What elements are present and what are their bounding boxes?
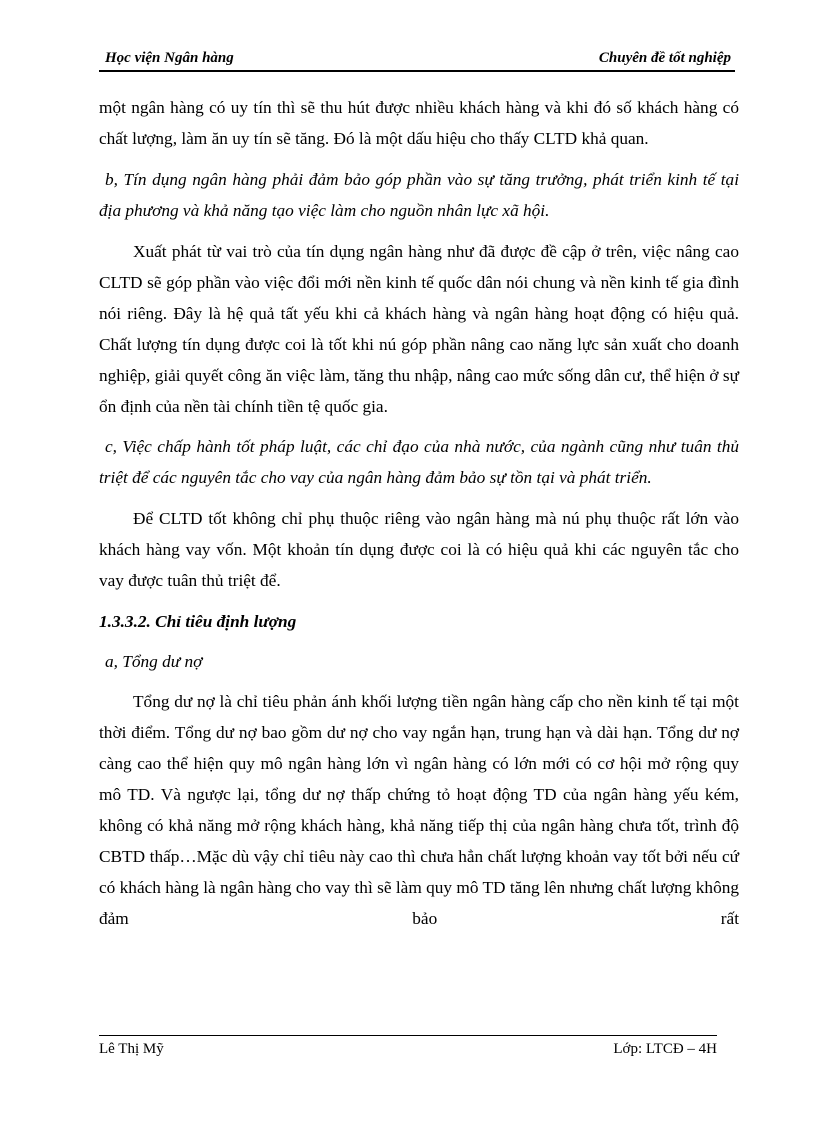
footer-class: Lớp: LTCĐ – 4H (613, 1041, 717, 1057)
header-document-type: Chuyên đề tốt nghiệp (598, 50, 731, 66)
paragraph-borrower-dependence: Để CLTD tốt không chỉ phụ thuộc riêng vào ngân hàng mà nú phụ thuộc rất lớn vào khách hàng vay vốn. Một khoản tín dụng được coi là có hiệu quả khi các nguyên tắc cho vay được tuân thủ triệt để. (99, 509, 739, 590)
footer-divider (99, 1035, 717, 1036)
header-institution: Học viện Ngân hàng (105, 50, 234, 66)
page-header (99, 48, 735, 72)
paragraph-total-outstanding: Tổng dư nợ là chỉ tiêu phản ánh khối lượng tiền ngân hàng cấp cho nền kinh tế tại một thời điểm. Tổng dư nợ bao gồm dư nợ cho vay ngắn hạn, trung hạn và dài hạn. Tổng dư nợ càng cao thể hiện quy mô ngân hàng lớn vì ngân hàng có lớn mới có cơ hội mở rộng quy mô TD. Và ngược lại, tổng dư nợ thấp chứng tỏ hoạt động TD của ngân hàng yếu kém, không có khả năng mở rộng khách hàng, khả năng tiếp thị của ngân hàng chưa tốt, trình độ CBTD thấp…Mặc dù vậy chỉ tiêu này cao thì chưa hẳn chất lượng khoản vay tốt bởi nếu cứ có khách hàng là ngân hàng cho vay thì sẽ làm quy mô TD tăng lên nhưng chất lượng không đảm bảo rất (99, 692, 739, 928)
footer-author: Lê Thị Mỹ (99, 1041, 164, 1057)
criterion-c: c, Việc chấp hành tốt pháp luật, các chỉ đạo của nhà nước, của ngành cũng như tuân thủ triệt để các nguyên tắc cho vay của ngân hàng đảm bảo sự tồn tại và phát triển. (99, 437, 739, 487)
paragraph-role-of-credit: Xuất phát từ vai trò của tín dụng ngân hàng như đã được đề cập ở trên, việc nâng cao CLTD sẽ góp phần vào việc đổi mới nền kinh tế quốc dân nói chung và nền kinh tế gia đình nói riêng. Đây là hệ quả tất yếu khi cả khách hàng và ngân hàng hoạt động có hiệu quả. Chất lượng tín dụng được coi là tốt khi nú góp phần nâng cao năng lực sản xuất cho doanh nghiệp, giải quyết công ăn việc làm, tăng thu nhập, nâng cao mức sống dân cư, thể hiện ở sự ổn định của nền tài chính tiền tệ quốc gia. (99, 242, 739, 416)
subheading-total-outstanding: a, Tổng dư nợ (105, 652, 203, 671)
section-heading: 1.3.3.2. Chỉ tiêu định lượng (99, 612, 297, 631)
paragraph-continuation: một ngân hàng có uy tín thì sẽ thu hút được nhiều khách hàng và khi đó số khách hàng có chất lượng, làm ăn uy tín sẽ tăng. Đó là một dấu hiệu cho thấy CLTD khả quan. (99, 98, 739, 148)
page-body (99, 92, 739, 934)
criterion-b: b, Tín dụng ngân hàng phải đảm bảo góp phần vào sự tăng trưởng, phát triển kinh tế tại địa phương và khả năng tạo việc làm cho nguồn nhân lực xã hội. (99, 170, 739, 220)
